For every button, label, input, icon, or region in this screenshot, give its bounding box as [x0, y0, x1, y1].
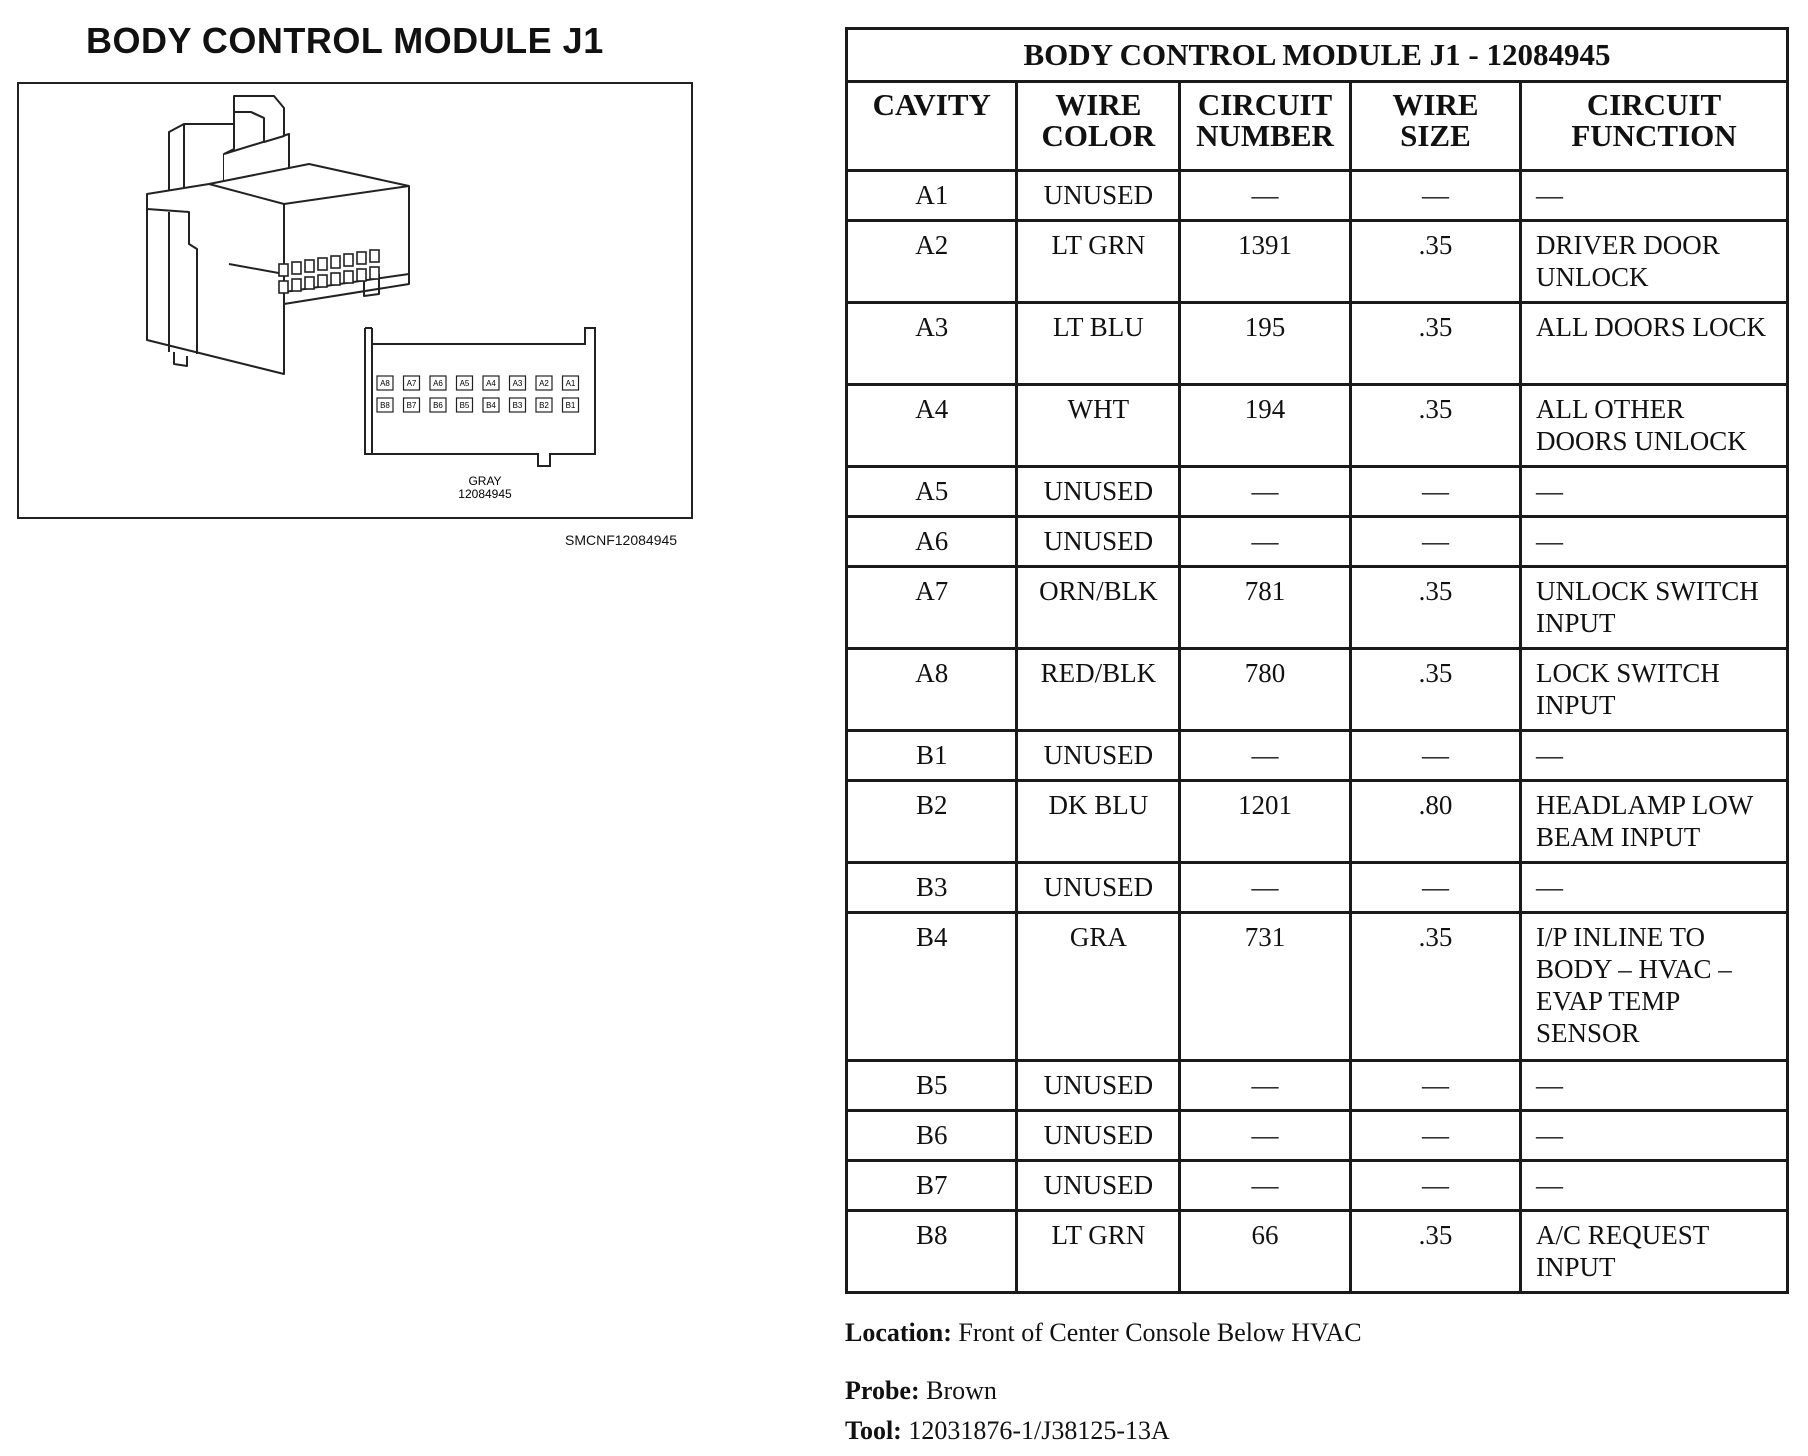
- cell-circuit-function: DRIVER DOOR UNLOCK: [1521, 221, 1788, 303]
- cell-cavity: A2: [847, 221, 1017, 303]
- face-cavity-label: A7: [406, 379, 417, 388]
- face-cavity-label: B8: [380, 401, 390, 410]
- cell-cavity: A5: [847, 467, 1017, 517]
- cell-circuit-function: LOCK SWITCH INPUT: [1521, 649, 1788, 731]
- cell-wire-size: .35: [1350, 385, 1520, 467]
- cell-cavity: A6: [847, 517, 1017, 567]
- cell-circuit-number: —: [1180, 1061, 1351, 1111]
- table-row: [847, 1161, 1788, 1211]
- connector-title: BODY CONTROL MODULE J1: [86, 20, 604, 61]
- cell-circuit-function: —: [1521, 731, 1788, 781]
- table-row: [847, 1211, 1788, 1293]
- cell-circuit-number: —: [1180, 863, 1351, 913]
- cell-cavity: A3: [847, 303, 1017, 385]
- cell-cavity: A1: [847, 171, 1017, 221]
- cell-cavity: A7: [847, 567, 1017, 649]
- cell-cavity: B7: [847, 1161, 1017, 1211]
- cell-circuit-number: —: [1180, 1111, 1351, 1161]
- cell-circuit-function: —: [1521, 171, 1788, 221]
- cell-circuit-function: —: [1521, 467, 1788, 517]
- cell-circuit-function: HEADLAMP LOW BEAM INPUT: [1521, 781, 1788, 863]
- face-cavity-label: A8: [380, 379, 390, 388]
- cell-cavity: B6: [847, 1111, 1017, 1161]
- table-row: [847, 649, 1788, 731]
- cell-wire-color: DK BLU: [1017, 781, 1180, 863]
- cell-circuit-number: 731: [1180, 913, 1351, 1061]
- table-row: [847, 781, 1788, 863]
- location-label: Location:: [845, 1318, 952, 1347]
- cell-circuit-function: UNLOCK SWITCH INPUT: [1521, 567, 1788, 649]
- cell-wire-size: .80: [1350, 781, 1520, 863]
- cell-wire-size: .35: [1350, 303, 1520, 385]
- pinout-rows: [847, 171, 1788, 1293]
- face-cavity-label: B5: [459, 401, 470, 410]
- probe-value: Brown: [926, 1376, 997, 1405]
- face-cavity-label: A6: [433, 379, 443, 388]
- cell-wire-color: UNUSED: [1017, 863, 1180, 913]
- table-row: [847, 567, 1788, 649]
- cell-circuit-function: —: [1521, 1161, 1788, 1211]
- face-cavity-label: A4: [486, 379, 496, 388]
- cell-circuit-number: —: [1180, 467, 1351, 517]
- cell-wire-size: .35: [1350, 221, 1520, 303]
- cell-circuit-function: —: [1521, 863, 1788, 913]
- cell-circuit-number: —: [1180, 517, 1351, 567]
- cell-wire-color: ORN/BLK: [1017, 567, 1180, 649]
- table-row: [847, 517, 1788, 567]
- face-cavity-label: A1: [565, 379, 576, 388]
- cell-circuit-function: —: [1521, 1061, 1788, 1111]
- cell-wire-color: LT GRN: [1017, 221, 1180, 303]
- location-value: Front of Center Console Below HVAC: [958, 1318, 1362, 1347]
- cell-wire-size: —: [1350, 1111, 1520, 1161]
- cell-circuit-number: —: [1180, 731, 1351, 781]
- table-row: [847, 467, 1788, 517]
- cell-wire-color: UNUSED: [1017, 171, 1180, 221]
- header-wire-color: WIRE COLOR: [1017, 82, 1180, 171]
- table-row: [847, 171, 1788, 221]
- cell-wire-color: LT GRN: [1017, 1211, 1180, 1293]
- face-cavity-label: A5: [459, 379, 470, 388]
- header-circuit-number: CIRCUIT NUMBER: [1180, 82, 1351, 171]
- cell-circuit-function: A/C REQUEST INPUT: [1521, 1211, 1788, 1293]
- cell-circuit-number: 194: [1180, 385, 1351, 467]
- cell-cavity: B4: [847, 913, 1017, 1061]
- cell-circuit-number: 781: [1180, 567, 1351, 649]
- footer-probe: [845, 1376, 997, 1406]
- table-row: [847, 1111, 1788, 1161]
- cell-wire-color: UNUSED: [1017, 1161, 1180, 1211]
- cell-cavity: A8: [847, 649, 1017, 731]
- header-cavity: CAVITY: [847, 82, 1017, 171]
- face-cavity-label: A2: [539, 379, 549, 388]
- header-circuit-function: CIRCUIT FUNCTION: [1521, 82, 1788, 171]
- table-row: [847, 1061, 1788, 1111]
- cell-wire-size: —: [1350, 467, 1520, 517]
- probe-label: Probe:: [845, 1376, 920, 1405]
- table-row: [847, 221, 1788, 303]
- face-cavity-label: B3: [512, 401, 523, 410]
- cell-cavity: B3: [847, 863, 1017, 913]
- cell-wire-color: LT BLU: [1017, 303, 1180, 385]
- cell-cavity: A4: [847, 385, 1017, 467]
- cell-cavity: B2: [847, 781, 1017, 863]
- cell-wire-color: UNUSED: [1017, 1111, 1180, 1161]
- cell-wire-color: UNUSED: [1017, 1061, 1180, 1111]
- cell-wire-size: .35: [1350, 567, 1520, 649]
- table-title: BODY CONTROL MODULE J1 - 12084945: [847, 29, 1788, 82]
- cell-circuit-number: 195: [1180, 303, 1351, 385]
- face-cavity-label: B7: [406, 401, 417, 410]
- connector-3d-drawing: [147, 96, 409, 374]
- cell-wire-size: —: [1350, 1061, 1520, 1111]
- cell-wire-color: WHT: [1017, 385, 1180, 467]
- cell-circuit-function: —: [1521, 1111, 1788, 1161]
- face-cavity-label: B4: [486, 401, 496, 410]
- connector-figure: [17, 82, 693, 519]
- face-cavity-label: B1: [565, 401, 576, 410]
- connector-face-view: [365, 328, 595, 466]
- cell-wire-size: —: [1350, 863, 1520, 913]
- cell-cavity: B1: [847, 731, 1017, 781]
- connector-color-label: GRAY: [468, 474, 502, 488]
- cell-wire-color: UNUSED: [1017, 467, 1180, 517]
- footer-location: [845, 1318, 1362, 1348]
- header-wire-size: WIRE SIZE: [1350, 82, 1520, 171]
- cell-wire-size: —: [1350, 171, 1520, 221]
- table-row: [847, 913, 1788, 1061]
- cell-wire-size: —: [1350, 517, 1520, 567]
- figure-code: SMCNF12084945: [565, 532, 678, 548]
- cell-circuit-number: 1391: [1180, 221, 1351, 303]
- cell-cavity: B8: [847, 1211, 1017, 1293]
- tool-label: Tool:: [845, 1416, 902, 1445]
- cell-wire-color: UNUSED: [1017, 517, 1180, 567]
- table-row: [847, 863, 1788, 913]
- cell-wire-size: —: [1350, 1161, 1520, 1211]
- table-row: [847, 385, 1788, 467]
- face-cavity-label: B6: [433, 401, 443, 410]
- cell-wire-color: UNUSED: [1017, 731, 1180, 781]
- face-cavity-label: B2: [539, 401, 549, 410]
- cell-circuit-number: 1201: [1180, 781, 1351, 863]
- cell-wire-size: .35: [1350, 649, 1520, 731]
- table-row: [847, 731, 1788, 781]
- cell-cavity: B5: [847, 1061, 1017, 1111]
- cell-wire-size: —: [1350, 731, 1520, 781]
- cell-circuit-number: 780: [1180, 649, 1351, 731]
- cell-circuit-function: —: [1521, 517, 1788, 567]
- cell-circuit-number: —: [1180, 1161, 1351, 1211]
- cell-circuit-number: —: [1180, 171, 1351, 221]
- cell-circuit-function: ALL DOORS LOCK: [1521, 303, 1788, 385]
- cell-circuit-function: ALL OTHER DOORS UNLOCK: [1521, 385, 1788, 467]
- cell-circuit-number: 66: [1180, 1211, 1351, 1293]
- table-row: [847, 303, 1788, 385]
- cell-wire-color: GRA: [1017, 913, 1180, 1061]
- face-cavity-label: A3: [512, 379, 523, 388]
- cell-circuit-function: I/P INLINE TO BODY – HVAC – EVAP TEMP SENSOR: [1521, 913, 1788, 1061]
- cell-wire-size: .35: [1350, 1211, 1520, 1293]
- connector-part-number: 12084945: [458, 487, 512, 501]
- tool-value: 12031876-1/J38125-13A: [908, 1416, 1170, 1445]
- footer-tool: [845, 1416, 1170, 1446]
- pinout-table: [845, 27, 1789, 1294]
- cell-wire-size: .35: [1350, 913, 1520, 1061]
- cell-wire-color: RED/BLK: [1017, 649, 1180, 731]
